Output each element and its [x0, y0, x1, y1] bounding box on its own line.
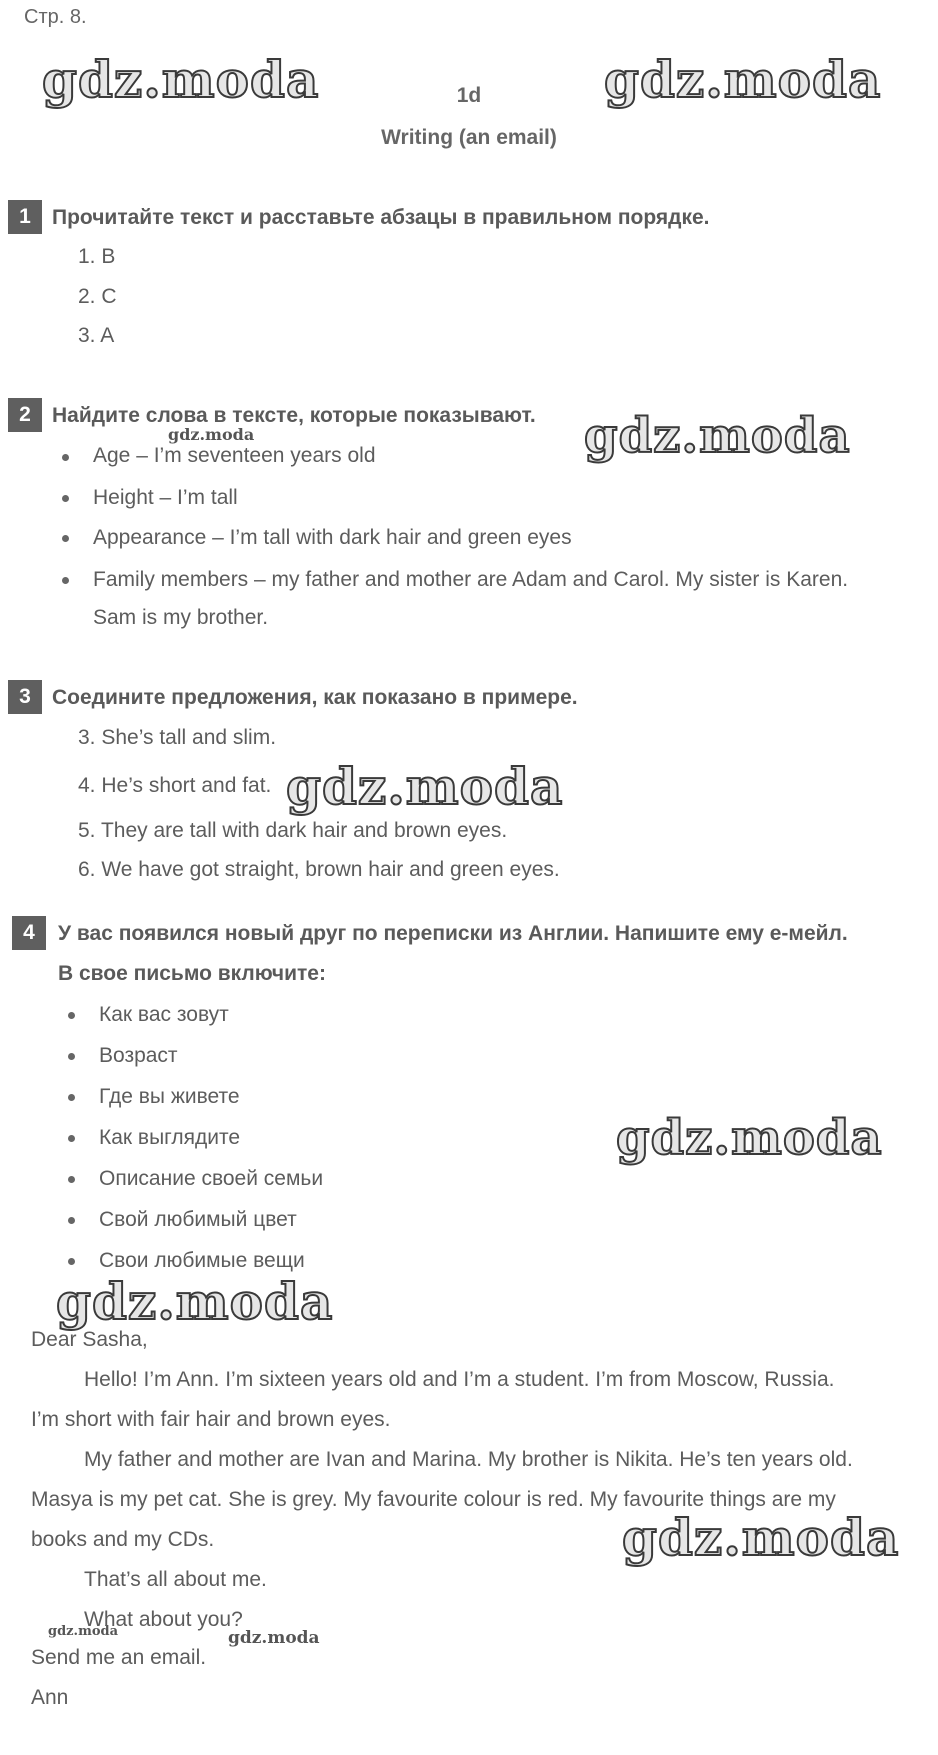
list-item: Свои любимые вещи: [99, 1249, 305, 1272]
bullet-dot: [62, 495, 69, 502]
bullet-dot: [68, 1217, 75, 1224]
task-number-badge: 3: [8, 680, 42, 714]
list-item: Где вы живете: [99, 1085, 240, 1108]
list-item: Как вас зовут: [99, 1003, 229, 1026]
list-item: Свой любимый цвет: [99, 1208, 297, 1231]
watermark-logo: gdz.moda: [622, 1508, 900, 1567]
email-line: That’s all about me.: [84, 1568, 267, 1591]
bullet-dot: [62, 454, 69, 461]
task-instruction: Соедините предложения, как показано в примере.: [52, 686, 578, 709]
list-item: Appearance – I’m tall with dark hair and green eyes: [93, 526, 572, 549]
list-item: Age – I’m seventeen years old: [93, 444, 376, 467]
watermark-logo: gdz.moda: [42, 50, 320, 109]
watermark-logo: gdz.moda: [228, 1628, 320, 1648]
list-item-continuation: Sam is my brother.: [93, 606, 269, 629]
email-greeting: Dear Sasha,: [31, 1328, 148, 1351]
bullet-dot: [68, 1135, 75, 1142]
bullet-dot: [62, 535, 69, 542]
list-item: Как выглядите: [99, 1126, 241, 1149]
watermark-logo: gdz.moda: [48, 1624, 119, 1639]
email-line: What about you?: [84, 1608, 243, 1631]
email-line: Masya is my pet cat. She is grey. My favourite colour is red. My favourite things are my: [31, 1488, 836, 1511]
task-number-badge: 4: [12, 916, 46, 950]
list-item: Family members – my father and mother are Adam and Carol. My sister is Karen.: [93, 568, 849, 591]
task-instruction: Найдите слова в тексте, которые показывают.: [52, 404, 536, 427]
answer-line: 1. B: [78, 245, 116, 268]
answer-line: 3. She’s tall and slim.: [78, 726, 277, 749]
watermark-logo: gdz.moda: [56, 1272, 334, 1331]
watermark-logo: gdz.moda: [286, 757, 564, 816]
email-line: books and my CDs.: [31, 1528, 215, 1551]
answer-line: 3. A: [78, 324, 115, 347]
answer-line: 4. He’s short and fat.: [78, 774, 272, 797]
email-line: Hello! I’m Ann. I’m sixteen years old and I’m a student. I’m from Moscow, Russia.: [84, 1368, 835, 1391]
email-signature: Ann: [31, 1686, 69, 1709]
list-item: Описание своей семьи: [99, 1167, 324, 1190]
bullet-dot: [68, 1094, 75, 1101]
watermark-logo: gdz.moda: [604, 50, 882, 109]
list-item: Height – I’m tall: [93, 486, 238, 509]
answer-line: 6. We have got straight, brown hair and green eyes.: [78, 858, 560, 881]
watermark-logo: gdz.moda: [616, 1110, 883, 1166]
task-instruction: Прочитайте текст и расставьте абзацы в правильном порядке.: [52, 206, 710, 229]
section-title: Writing (an email): [381, 126, 557, 149]
page-reference: Стр. 8.: [24, 6, 87, 28]
answer-line: 2. C: [78, 285, 117, 308]
watermark-logo: gdz.moda: [168, 425, 255, 444]
watermark-logo: gdz.moda: [584, 408, 851, 464]
list-item: Возраст: [99, 1044, 178, 1067]
answer-line: 5. They are tall with dark hair and brown eyes.: [78, 819, 508, 842]
bullet-dot: [68, 1012, 75, 1019]
task-instruction: У вас появился новый друг по переписки из Англии. Напишите ему е-мейл.: [58, 922, 848, 945]
bullet-dot: [68, 1258, 75, 1265]
email-line: Send me an email.: [31, 1646, 207, 1669]
bullet-dot: [68, 1176, 75, 1183]
task-number-badge: 2: [8, 398, 42, 432]
section-code: 1d: [456, 84, 482, 107]
email-line: I’m short with fair hair and brown eyes.: [31, 1408, 391, 1431]
bullet-dot: [68, 1053, 75, 1060]
task-instruction: В свое письмо включите:: [58, 962, 326, 985]
task-number-badge: 1: [8, 200, 42, 234]
bullet-dot: [62, 577, 69, 584]
email-line: My father and mother are Ivan and Marina. My brother is Nikita. He’s ten years old.: [84, 1448, 853, 1471]
